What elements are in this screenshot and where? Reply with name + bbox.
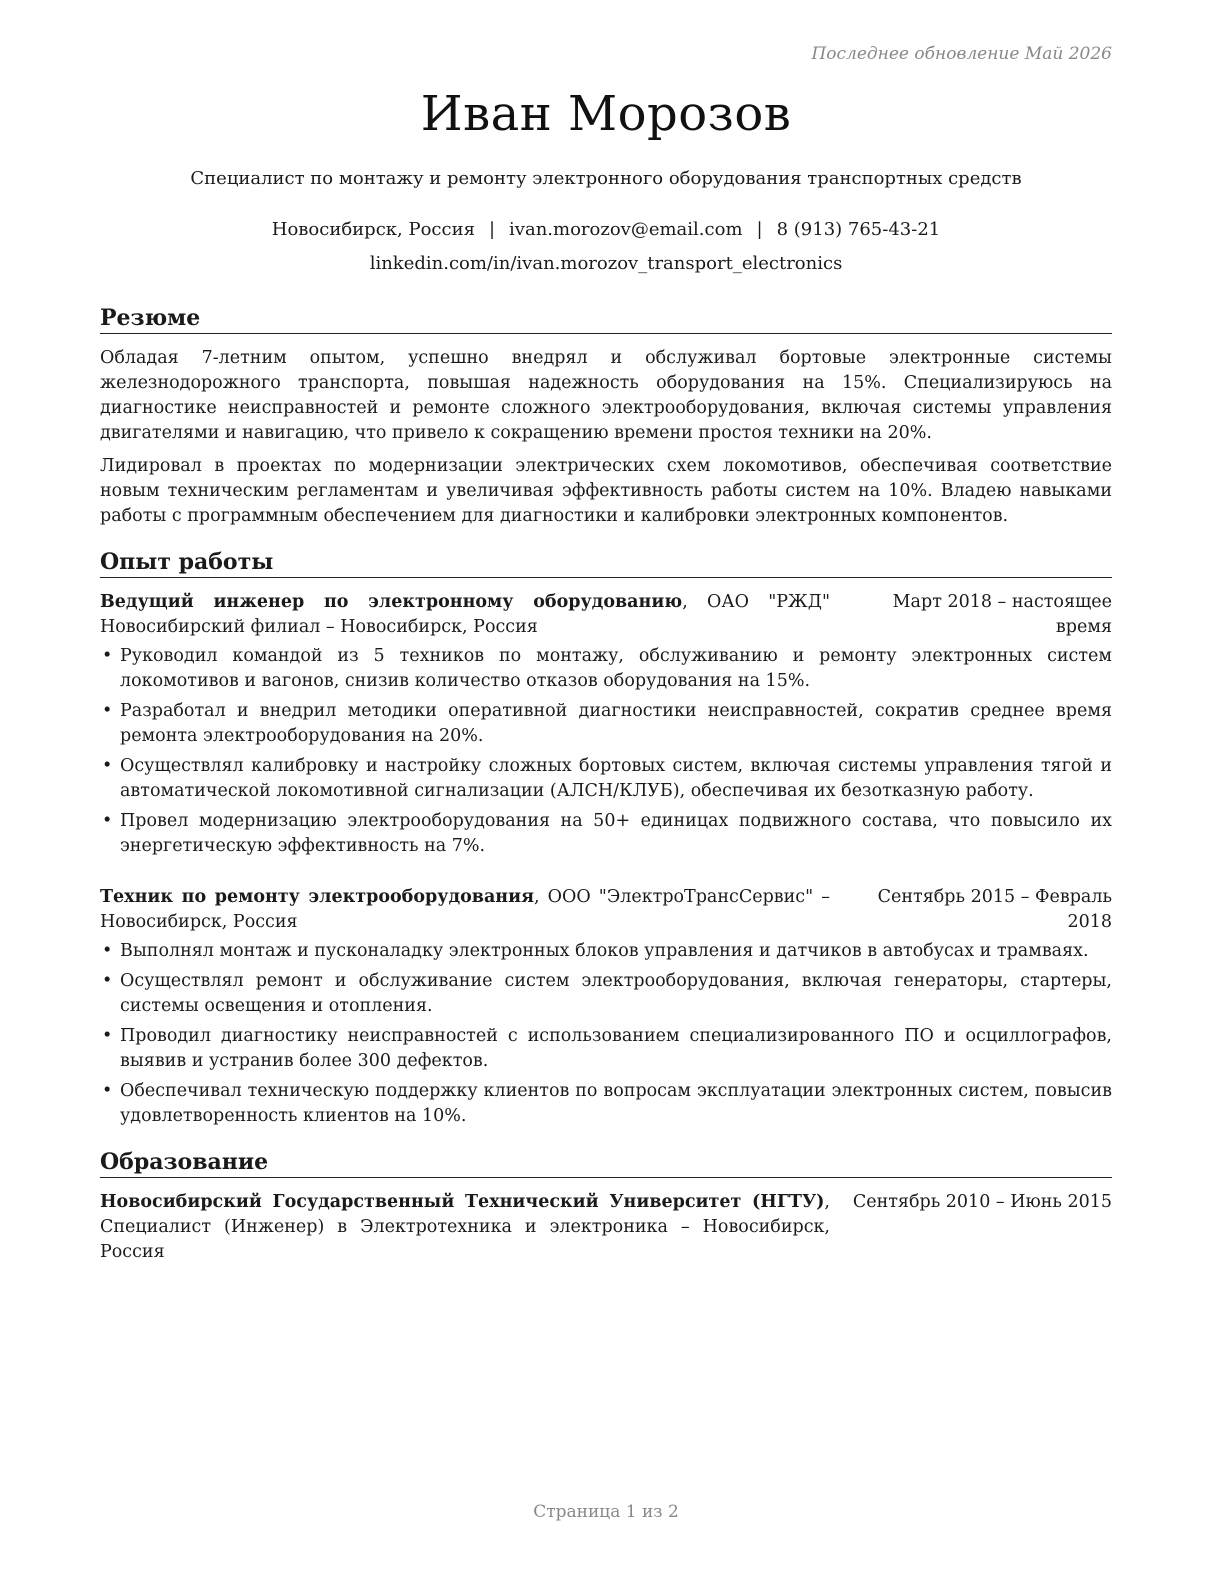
education-entry: [100, 1190, 1112, 1265]
bullet-text: Проводил диагностику неисправностей с использованием специализированного ПО и осциллографов, выявив и устранив более 300 дефектов.: [120, 1026, 1112, 1071]
list-item: [100, 644, 1112, 694]
summary-paragraph: Обладая 7-летним опытом, успешно внедрял и обслуживал бортовые электронные системы железнодорожного транспорта, повышая надежность оборудования на 15%. Специализируюсь на диагностике неисправностей и ремонте сложного электрооборудования, включая системы управления двигателями и навигацию, что привело к сокращению времени простоя техники на 20%.: [100, 348, 1112, 443]
job-company: , ООО "ЭлектроТрансСервис" – Новосибирск, Россия: [100, 887, 830, 932]
job-bullets: [100, 939, 1112, 1129]
resume-page: [100, 0, 1112, 1584]
section-title-experience: Опыт работы: [100, 548, 1112, 578]
bullet-text: Провел модернизацию электрооборудования на 50+ единицах подвижного состава, что повысило их энергетическую эффективность на 7%.: [120, 811, 1112, 856]
job-header: [100, 590, 1112, 640]
degree: , Специалист (Инженер) в Электротехника и электроника – Новосибирск, Россия: [100, 1192, 830, 1262]
job-header: [100, 885, 1112, 935]
bullet-icon: •: [102, 756, 113, 776]
bullet-text: Осуществлял калибровку и настройку сложных бортовых систем, включая системы управления тягой и автоматической локомотивной сигнализации (АЛСН/КЛУБ), обеспечивая их безотказную работу.: [120, 756, 1112, 801]
separator: |: [488, 219, 496, 240]
summary-paragraph: Лидировал в проектах по модернизации электрических схем локомотивов, обеспечивая соответствие новым техническим регламентам и увеличивая эффективность работы систем на 10%. Владею навыками работы с программным обеспечением для диагностики и калибровки электронных компонентов.: [100, 456, 1112, 526]
page-number: Страница 1 из 2: [533, 1502, 679, 1522]
candidate-name: Иван Морозов: [420, 86, 792, 142]
bullet-text: Обеспечивал техническую поддержку клиентов по вопросам эксплуатации электронных систем, повысив удовлетворенность клиентов на 10%.: [120, 1081, 1112, 1126]
job-dates: Сентябрь 2015 – Февраль 2018: [877, 887, 1112, 932]
job-bullets: [100, 644, 1112, 859]
contact-line: [100, 219, 1112, 240]
summary-section: [100, 304, 1112, 537]
bullet-icon: •: [102, 701, 113, 721]
bullet-icon: •: [102, 971, 113, 991]
list-item: [100, 809, 1112, 859]
job-title-line: [100, 590, 830, 640]
bullet-text: Осуществлял ремонт и обслуживание систем электрооборудования, включая генераторы, стартеры, системы освещения и отопления.: [120, 971, 1112, 1016]
list-item: [100, 969, 1112, 1019]
section-title-education: Образование: [100, 1148, 1112, 1178]
job-entry: [100, 885, 1112, 1129]
separator: |: [756, 219, 763, 240]
list-item: [100, 699, 1112, 749]
bullet-icon: •: [102, 646, 113, 666]
bullet-text: Выполнял монтаж и пусконаладку электронных блоков управления и датчиков в автобусах и трамваях.: [120, 941, 1089, 961]
list-item: [100, 1024, 1112, 1074]
bullet-icon: •: [102, 1026, 113, 1046]
job-position: Ведущий инженер по электронному оборудованию: [100, 592, 683, 612]
list-item: [100, 939, 1112, 964]
section-title-summary: Резюме: [100, 304, 1112, 334]
institution: Новосибирский Государственный Технический Университет (НГТУ): [100, 1192, 825, 1212]
job-title-line: [100, 885, 830, 935]
education-line: [100, 1190, 830, 1265]
list-item: [100, 1079, 1112, 1129]
email-link[interactable]: ivan.morozov@email.com: [509, 219, 743, 240]
education-section: [100, 1148, 1112, 1269]
experience-section: [100, 548, 1112, 1134]
bullet-text: Руководил командой из 5 техников по монтажу, обслуживанию и ремонту электронных систем локомотивов и вагонов, снизив количество отказов оборудования на 15%.: [120, 646, 1112, 691]
location: Новосибирск, Россия: [271, 219, 475, 240]
job-company: , ОАО "РЖД" Новосибирский филиал – Новосибирск, Россия: [100, 592, 830, 637]
job-entry: [100, 590, 1112, 859]
education-dates: Сентябрь 2010 – Июнь 2015: [852, 1192, 1112, 1212]
phone: 8 (913) 765-43-21: [776, 219, 941, 240]
job-dates: Март 2018 – настоящее время: [892, 592, 1112, 637]
bullet-icon: •: [102, 941, 113, 961]
bullet-icon: •: [102, 1081, 113, 1101]
linkedin-link[interactable]: linkedin.com/in/ivan.morozov_transport_electronics: [369, 253, 843, 274]
last-updated: Последнее обновление Май 2026: [811, 44, 1112, 64]
list-item: [100, 754, 1112, 804]
job-position: Техник по ремонту электрооборудования: [100, 887, 534, 907]
bullet-text: Разработал и внедрил методики оперативной диагностики неисправностей, сократив среднее время ремонта электрооборудования на 20%.: [120, 701, 1112, 746]
headline: Специалист по монтажу и ремонту электронного оборудования транспортных средств: [190, 168, 1022, 189]
bullet-icon: •: [102, 811, 113, 831]
